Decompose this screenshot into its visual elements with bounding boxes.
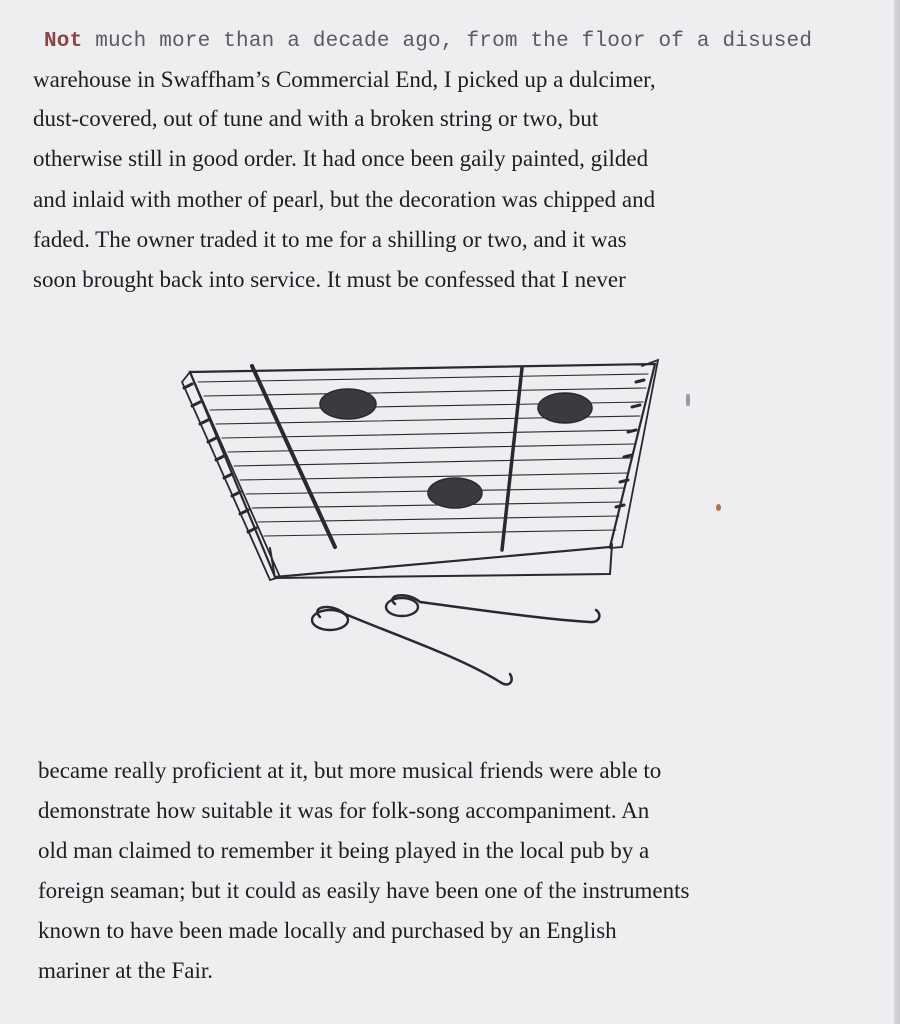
text-line: soon brought back into service. It must be confessed that I never bbox=[33, 267, 626, 292]
dulcimer-illustration bbox=[170, 352, 670, 697]
first-line-rest: much more than a decade ago, from the floor of a disused bbox=[82, 30, 813, 53]
text-line: and inlaid with mother of pearl, but the decoration was chipped and bbox=[33, 187, 656, 212]
text-line: known to have been made locally and purchased by an English bbox=[38, 918, 617, 943]
hammer-right bbox=[392, 595, 599, 622]
text-line: old man claimed to remember it being played in the local pub by a bbox=[38, 838, 650, 863]
rosette bbox=[320, 389, 376, 419]
rosette bbox=[538, 393, 592, 423]
text-line: demonstrate how suitable it was for folk-song accompaniment. An bbox=[38, 798, 650, 823]
smudge bbox=[686, 394, 690, 406]
first-line bbox=[44, 30, 812, 53]
right-bridge bbox=[502, 368, 522, 550]
scan-edge bbox=[894, 0, 900, 1024]
speck bbox=[716, 504, 721, 511]
text-line: faded. The owner traded it to me for a shilling or two, and it was bbox=[33, 227, 627, 252]
text-line: otherwise still in good order. It had once been gaily painted, gilded bbox=[33, 146, 649, 171]
text-line: became really proficient at it, but more musical friends were able to bbox=[38, 758, 662, 783]
left-bridge bbox=[252, 366, 335, 547]
rosette bbox=[428, 478, 482, 508]
first-line-lead: Not bbox=[44, 30, 83, 53]
text-line: mariner at the Fair. bbox=[38, 958, 213, 983]
text-line: warehouse in Swaffham’s Commercial End, I picked up a dulcimer, bbox=[33, 67, 656, 92]
text-line: foreign seaman; but it could as easily have been one of the instruments bbox=[38, 878, 690, 903]
hammer-left bbox=[317, 607, 511, 684]
dulcimer-body bbox=[190, 364, 655, 577]
text-line: dust-covered, out of tune and with a broken string or two, but bbox=[33, 106, 599, 131]
